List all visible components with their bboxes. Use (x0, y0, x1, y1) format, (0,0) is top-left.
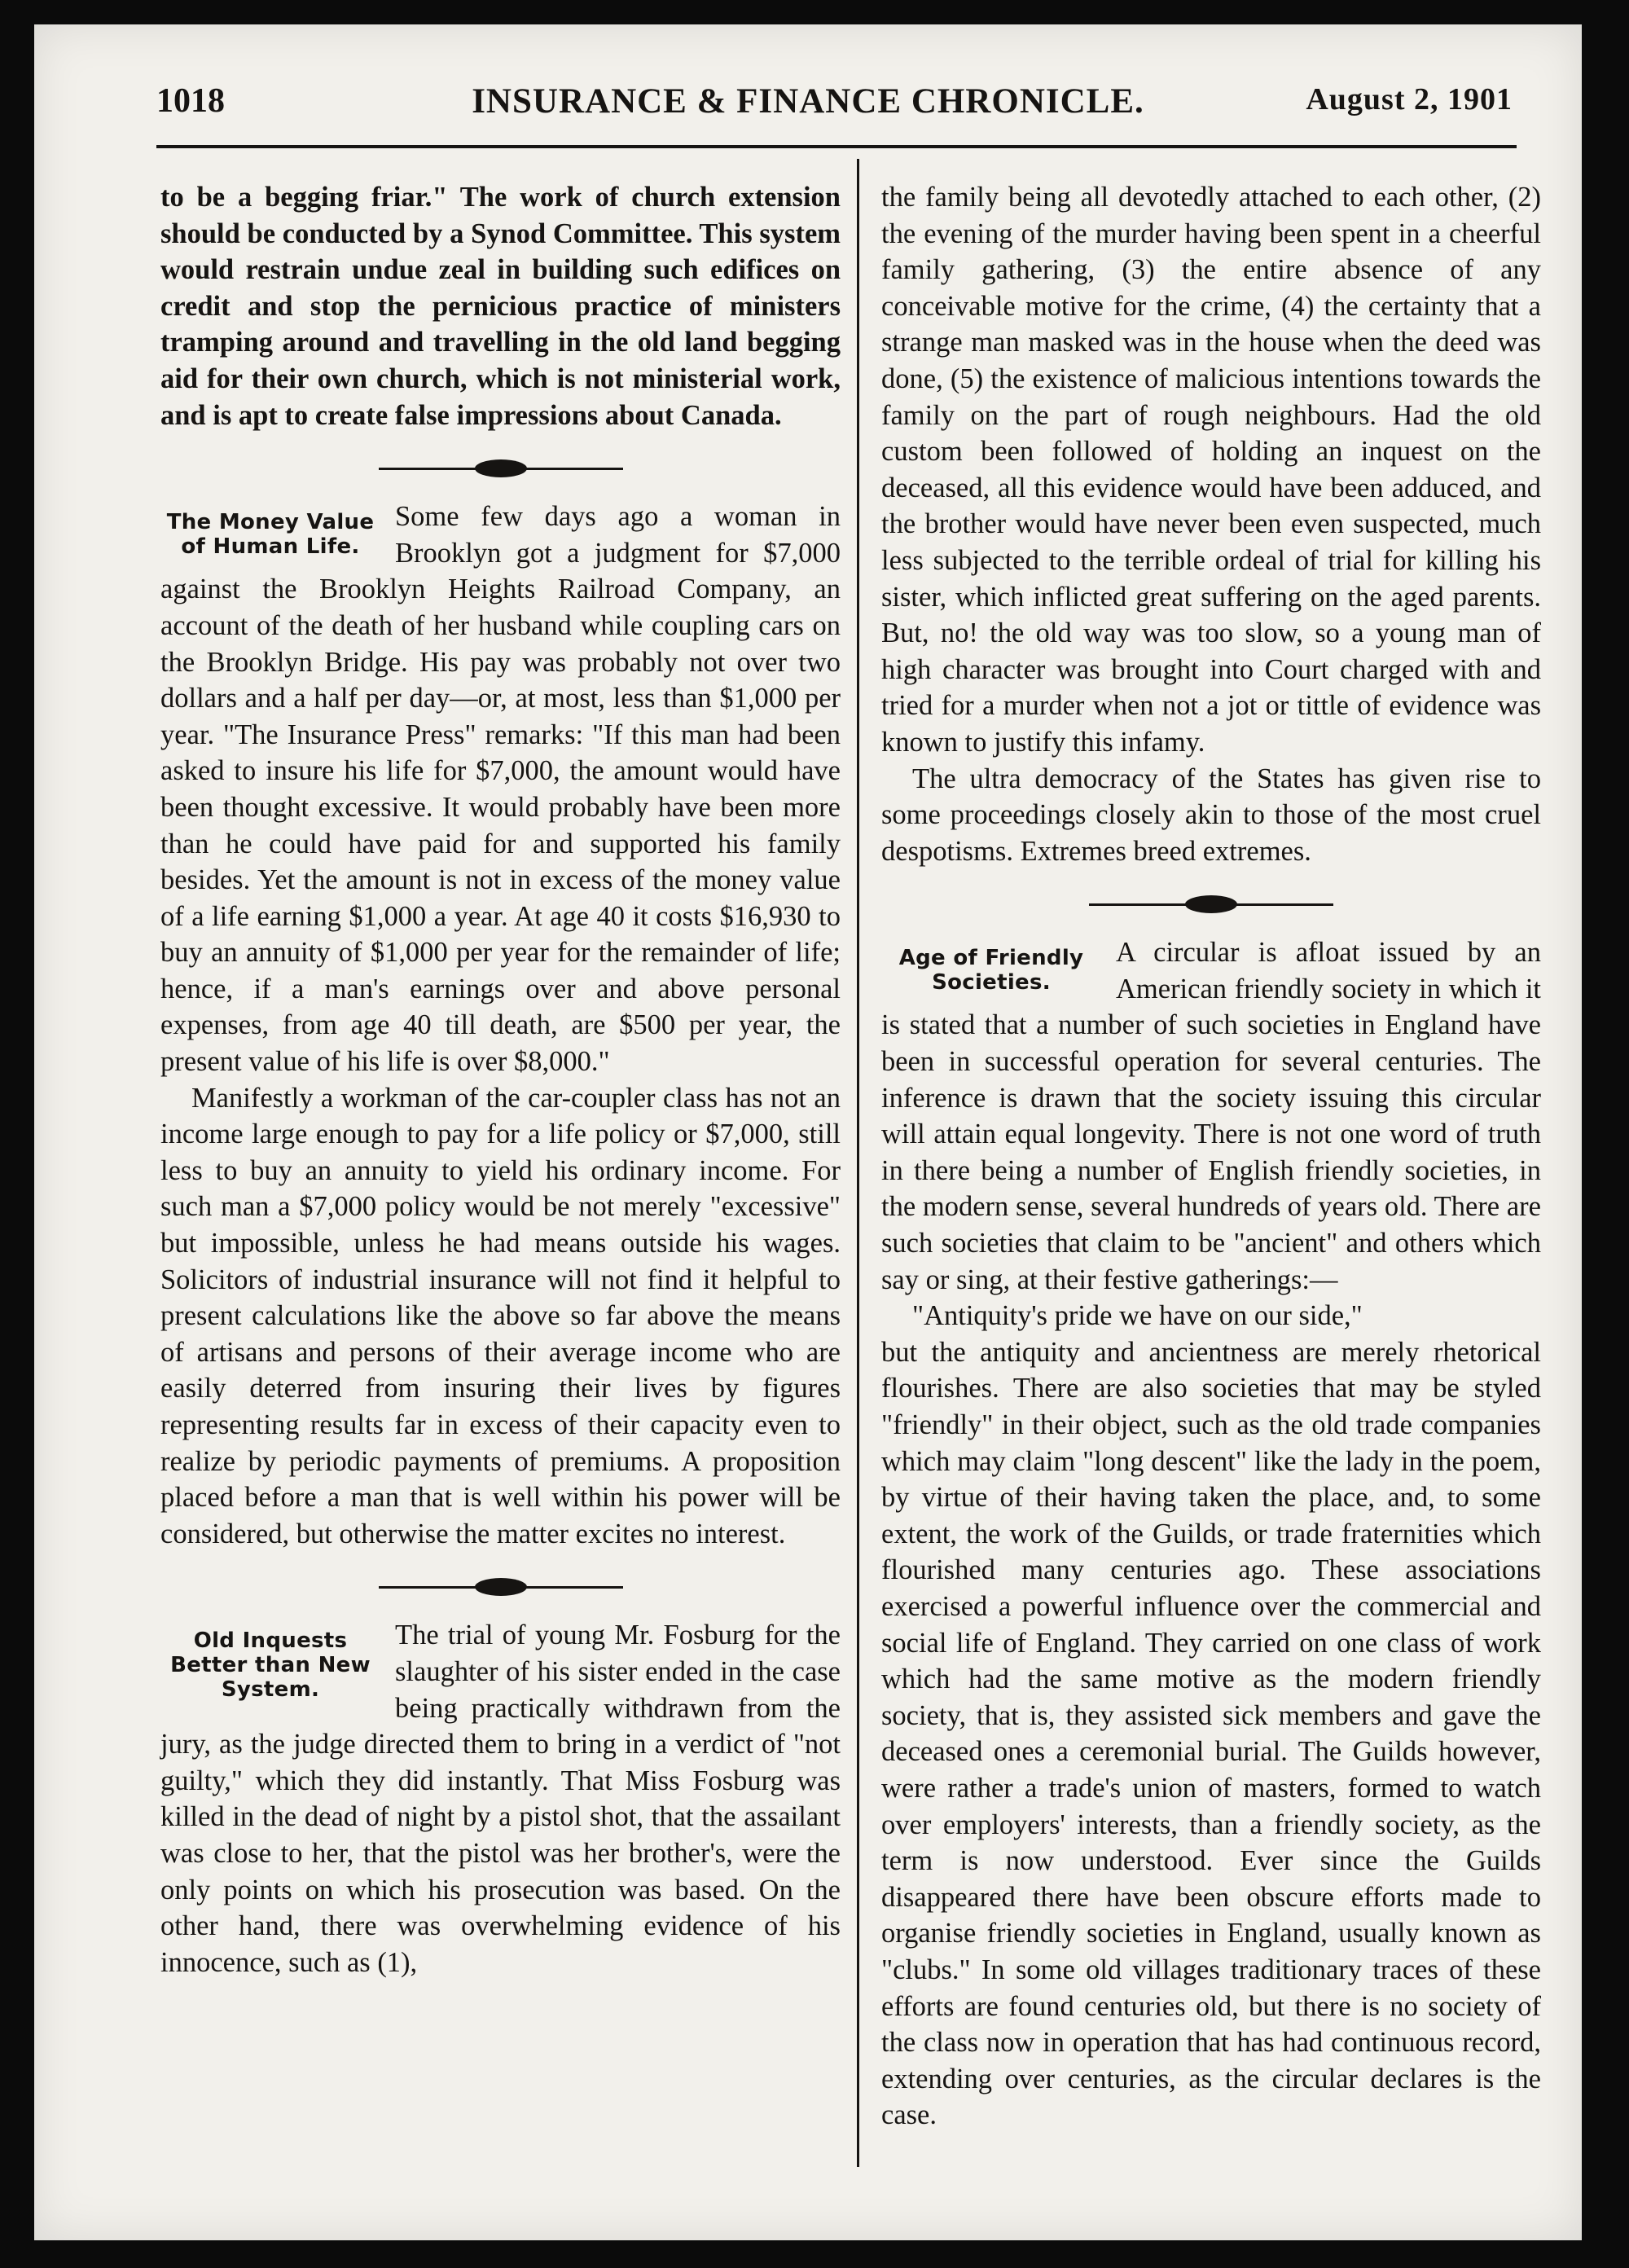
side-heading: Old Inquests Better than New System. (170, 1628, 371, 1703)
side-heading: Age of Friendly Societies. (898, 946, 1084, 996)
ornament-dingbat (1185, 895, 1237, 913)
article-paragraph: The ultra democracy of the States has given rise to some proceedings closely akin to those of the most cruel despotisms. Extremes breed extremes. (881, 763, 1541, 867)
journal-title: INSURANCE & FINANCE CHRONICLE. (472, 82, 1144, 121)
left-column (160, 179, 841, 1980)
article-money-value (160, 499, 841, 1552)
continued-paragraph: to be a begging friar." The work of church extension should be conducted by a Synod Committee. This system would restrain undue zeal in building such edifices on credit and stop the pernicious practice of ministers tramping around and travelling in the old land begging aid for their own church, which is not ministerial work, and is apt to create false impressions about Canada. (160, 182, 841, 431)
section-ornament (881, 890, 1541, 918)
ornament-dingbat (475, 1578, 527, 1596)
newspaper-page (34, 24, 1582, 2240)
running-head (34, 81, 1582, 138)
article-paragraph: but the antiquity and ancientness are merely rhetorical flourishes. There are also societies that may be styled "friendly" in their object, such as the old trade companies which may claim "long descent" like the lady in the poem, by virtue of their having taken the place, and, to some extent, the work of the Guilds, or trade fraternities which flourished many centuries ago. These associations exercised a powerful influence over the commercial and social life of England. They carried on one class of work which had the same motive as the modern friendly society, that is, they assisted sick members and gave the deceased ones a ceremonial burial. The Guilds however, were rather a trade's union of masters, formed to watch over employers' interests, than a friendly society, as the term is now understood. Ever since the Guilds disappeared there have been obscure efforts made to organise friendly societies in England, usually known as "clubs." In some old villages traditionary traces of these efforts are found centuries old, but there is no society of the class now in operation that has had continuous record, extending over centuries, as the circular declares is the case. (881, 1336, 1541, 2131)
issue-date: August 2, 1901 (1306, 82, 1513, 116)
header-rule (156, 145, 1517, 148)
section-ornament (160, 455, 841, 482)
article-friendly-societies (881, 934, 1541, 2134)
ornament-dingbat (475, 459, 527, 477)
article-paragraph: The trial of young Mr. Fosburg for the slaughter of his sister ended in the case being practically withdrawn from the jury, as the judge directed them to bring in a verdict of "not guilty," which they did instantly. That Miss Fosburg was killed in the dead of night by a pistol shot, that the assailant was close to her, that the pistol was her brother's, were the only points on which his prosecution was based. On the other hand, there was overwhelming evidence of his innocence, such as (1), (160, 1620, 841, 1978)
article-old-inquests (160, 1617, 841, 1980)
column-divider (857, 159, 859, 2167)
section-ornament (160, 1573, 841, 1601)
page-number: 1018 (156, 82, 225, 120)
continued-paragraph: the family being all devotedly attached to each other, (2) the evening of the murder having been spent in a cheerful family gathering, (3) the entire absence of any conceivable motive for the crime, (4) the certainty that a strange man masked was in the house when the deed was done, (5) the existence of malicious intentions towards the family on the part of rough neighbours. Had the old custom been followed of holding an inquest on the deceased, all this evidence would have been adduced, and the brother would have never been even suspected, much less subjected to the terrible ordeal of trial for killing his sister, which inflicted great suffering on the aged parents. But, no! the old way was too slow, so a young man of high character was brought into Court charged with and tried for a murder when not a jot or tittle of evidence was known to justify this infamy. (881, 182, 1541, 758)
article-paragraph: Some few days ago a woman in Brooklyn got a judgment for $7,000 against the Brooklyn Heights Railroad Company, an account of the death of her husband while coupling cars on the Brooklyn Bridge. His pay was probably not over two dollars and a half per day—or, at most, less than $1,000 per year. "The Insurance Press" remarks: "If this man had been asked to insure his life for $7,000, the amount would have been thought excessive. It would probably have been more than he could have paid for and supported his family besides. Yet the amount is not in excess of the money value of a life earning $1,000 a year. At age 40 it costs $16,930 to buy an annuity of $1,000 per year for the remainder of life; hence, if a man's earnings over and above personal expenses, from age 40 till death, are $500 per year, the present value of his life is over $8,000." (160, 501, 841, 1078)
article-paragraph: A circular is afloat issued by an American friendly society in which it is stated that a number of such societies in England have been in successful operation for several centuries. The inference is drawn that the society issuing this circular will attain equal longevity. There is not one word of truth in there being a number of English friendly societies, in the modern sense, several hundreds of years old. There are such societies that claim to be "ancient" and others which say or sing, at their festive gatherings:— (881, 937, 1541, 1295)
side-heading: The Money Value of Human Life. (166, 510, 375, 560)
verse-quote: "Antiquity's pride we have on our side," (912, 1300, 1363, 1332)
right-column (881, 179, 1541, 2134)
article-paragraph: Manifestly a workman of the car-coupler class has not an income large enough to pay for a life policy or $7,000, still less to buy an annuity to yield his ordinary income. For such man a $7,000 policy would be not merely "excessive" but impossible, unless he had means outside his wages. Solicitors of industrial insurance will not find it helpful to present calculations like the above so far above the means of artisans and persons of their average income who are easily deterred from insuring their lives by figures representing results far in excess of their capacity even to realize by periodic payments of premiums. A proposition placed before a man that is well within his power will be considered, but otherwise the matter excites no interest. (160, 1082, 841, 1549)
